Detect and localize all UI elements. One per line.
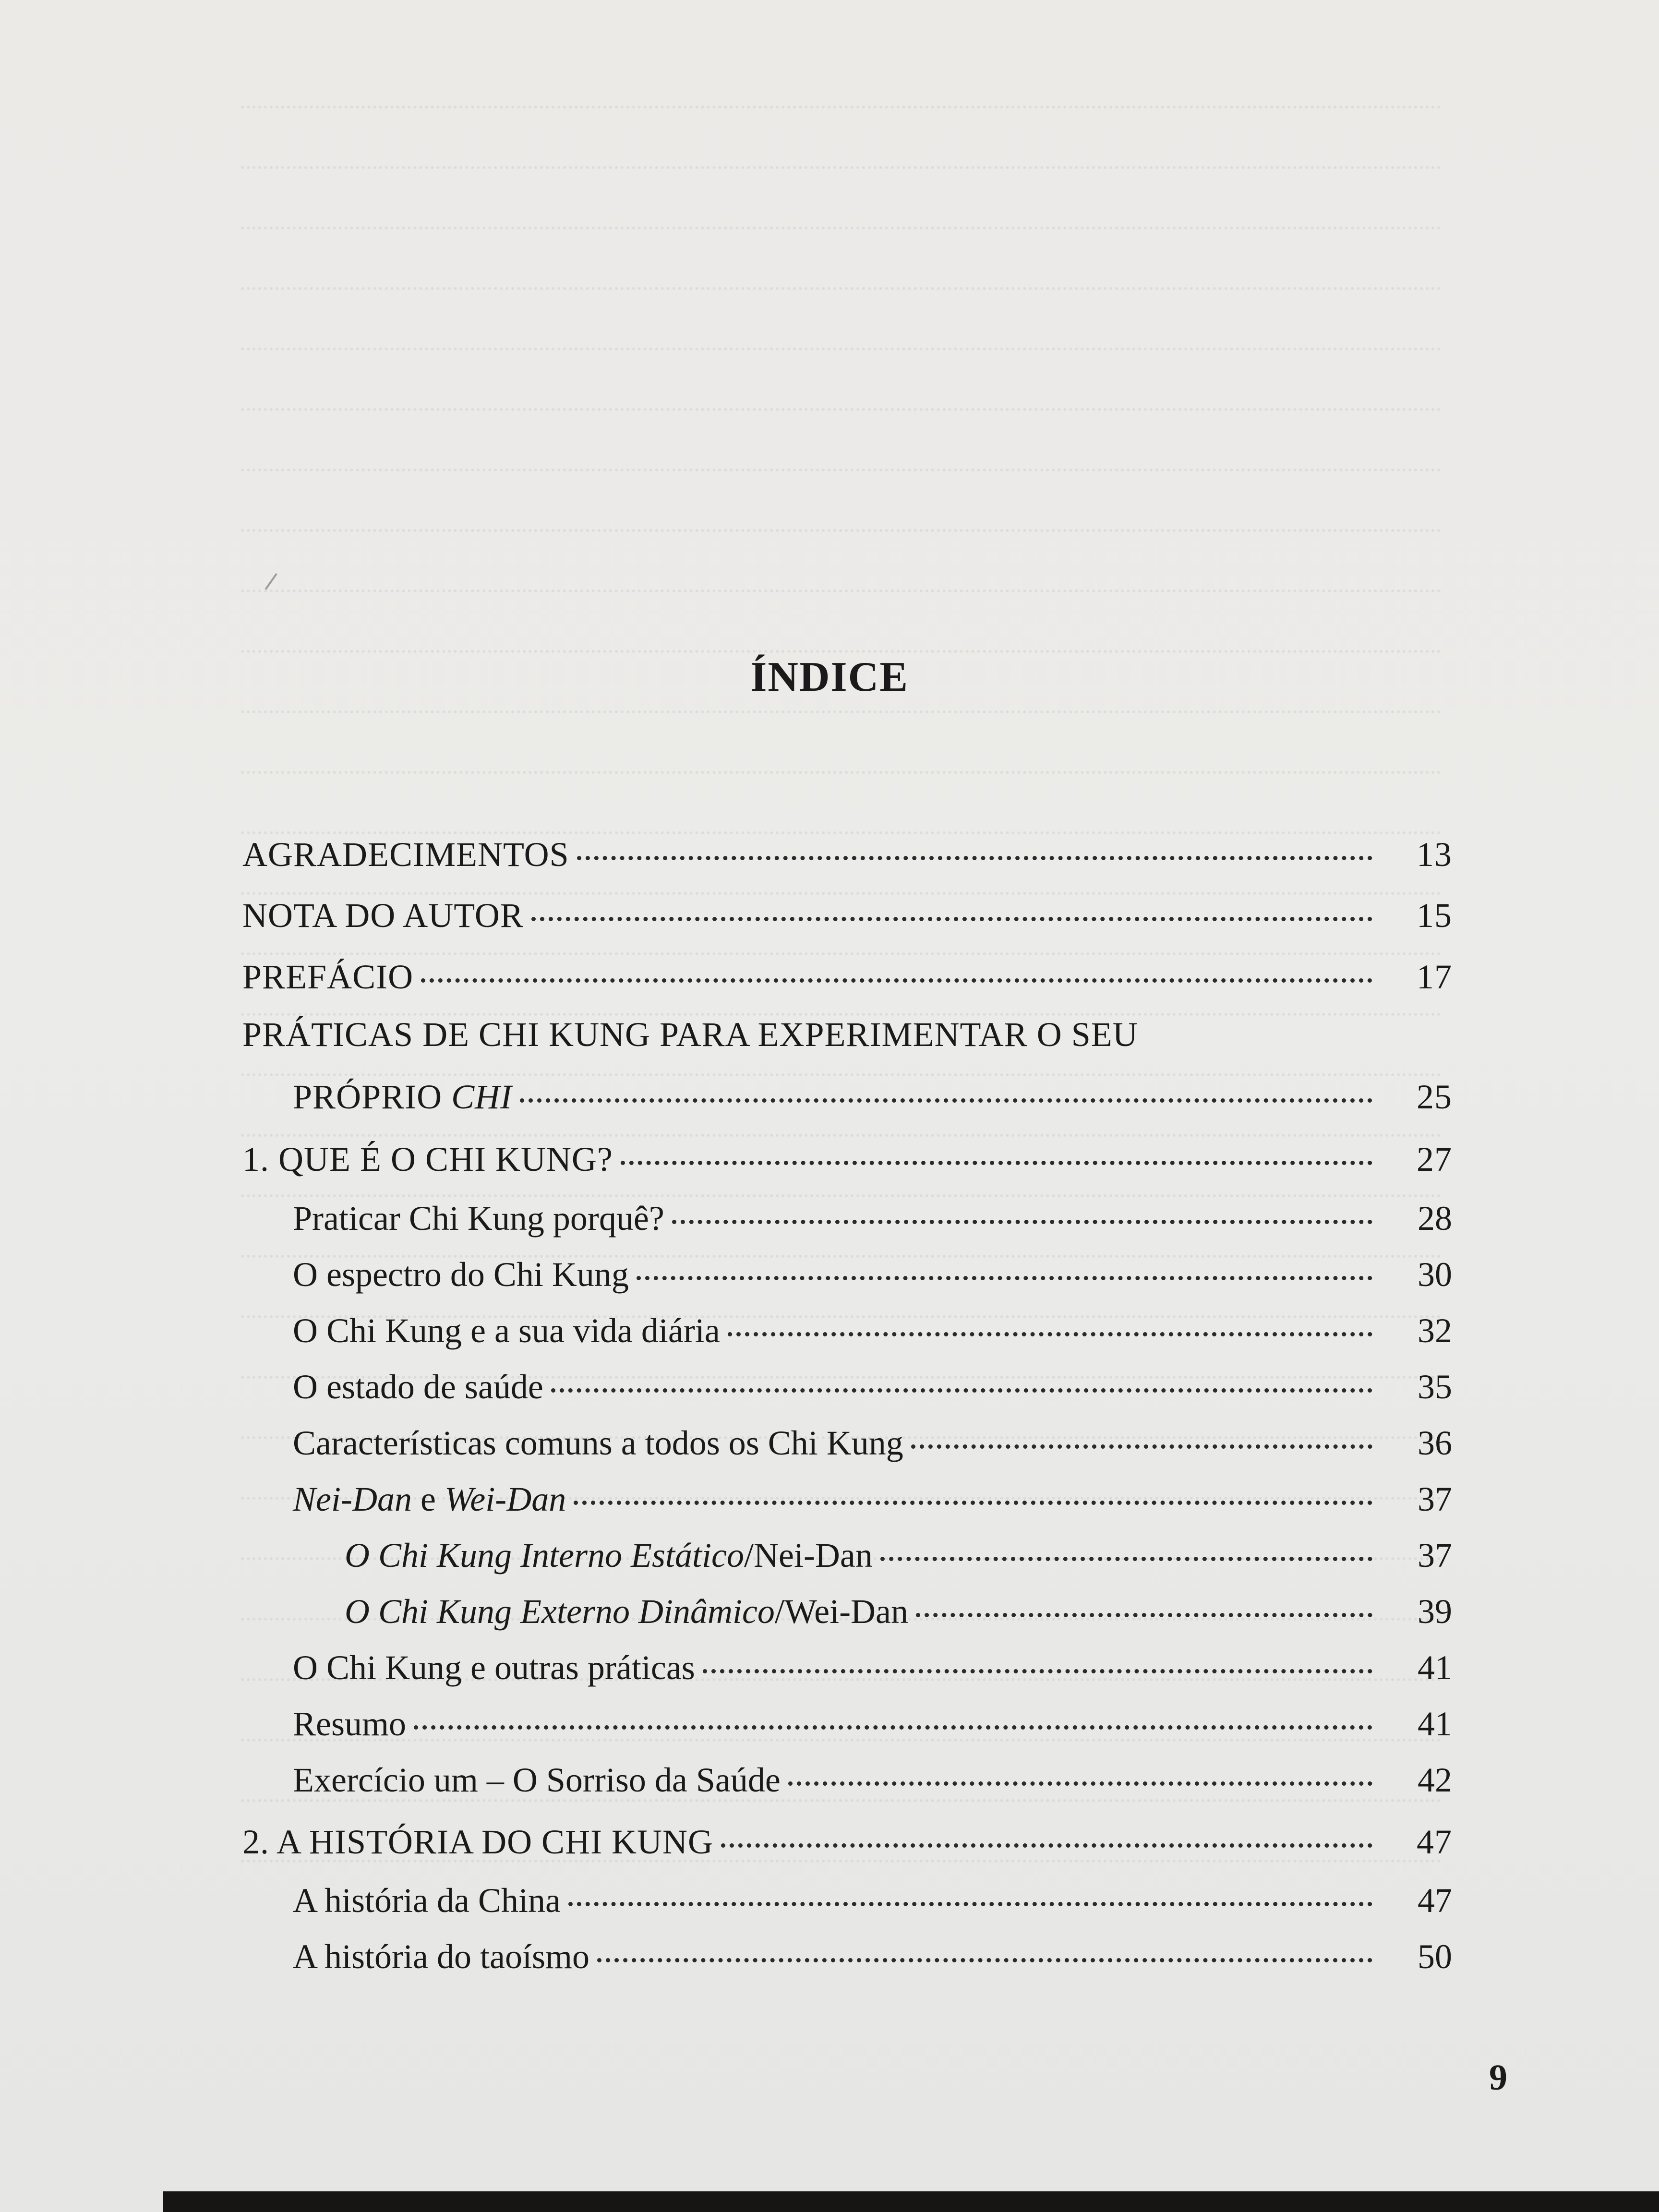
toc-entry-page: 28 bbox=[1418, 1199, 1452, 1238]
toc-entry[interactable] bbox=[293, 1702, 1452, 1745]
toc-entry-page: 50 bbox=[1418, 1937, 1452, 1976]
toc-entry-label: O Chi Kung e outras práticas bbox=[293, 1648, 695, 1687]
toc-entry-page: 39 bbox=[1418, 1592, 1452, 1631]
toc-entry[interactable] bbox=[293, 1879, 1452, 1922]
toc-entry-label: O espectro do Chi Kung bbox=[293, 1255, 629, 1294]
toc-entry[interactable] bbox=[293, 1935, 1452, 1978]
dot-leader bbox=[577, 856, 1372, 860]
dot-leader bbox=[880, 1557, 1372, 1561]
toc-entry[interactable] bbox=[293, 1758, 1452, 1802]
dot-leader bbox=[788, 1781, 1372, 1786]
toc-entry-label: O Chi Kung Interno Estático/Nei-Dan bbox=[345, 1536, 873, 1575]
toc-entry-label: Características comuns a todos os Chi Kung bbox=[293, 1424, 903, 1462]
toc-entry-label: A história da China bbox=[293, 1881, 561, 1920]
toc-entry[interactable] bbox=[242, 1138, 1452, 1181]
toc-entry-label: AGRADECIMENTOS bbox=[242, 835, 569, 874]
toc-entry[interactable] bbox=[293, 1309, 1452, 1352]
toc-entry-label: Nei-Dan e Wei-Dan bbox=[293, 1480, 566, 1518]
dot-leader bbox=[520, 1098, 1372, 1103]
dot-leader bbox=[621, 1161, 1372, 1165]
page-edge-shadow bbox=[163, 2191, 1659, 2212]
toc-entry-page: 42 bbox=[1418, 1761, 1452, 1799]
page-title: ÍNDICE bbox=[750, 654, 909, 700]
toc-entry-label: 2. A HISTÓRIA DO CHI KUNG bbox=[242, 1823, 714, 1861]
dot-leader bbox=[568, 1902, 1372, 1906]
dot-leader bbox=[421, 978, 1372, 983]
toc-entry-page: 15 bbox=[1417, 896, 1452, 935]
toc-entry-page: 47 bbox=[1417, 1823, 1452, 1861]
toc-entry[interactable] bbox=[242, 833, 1452, 876]
dot-leader bbox=[728, 1332, 1372, 1336]
dot-leader bbox=[574, 1501, 1372, 1505]
toc-entry[interactable] bbox=[242, 955, 1452, 998]
toc-entry-page: 32 bbox=[1418, 1311, 1452, 1350]
toc-entry-page: 30 bbox=[1418, 1255, 1452, 1294]
dot-leader bbox=[637, 1276, 1372, 1280]
dot-leader bbox=[672, 1220, 1372, 1224]
dot-leader bbox=[414, 1725, 1372, 1730]
page-number: 9 bbox=[1489, 2057, 1507, 2098]
dot-leader bbox=[721, 1843, 1372, 1848]
toc-entry-label: O Chi Kung Externo Dinâmico/Wei-Dan bbox=[345, 1592, 909, 1631]
dot-leader bbox=[703, 1669, 1372, 1673]
toc-entry-page: 25 bbox=[1417, 1078, 1452, 1116]
toc-entry-page: 37 bbox=[1418, 1536, 1452, 1575]
toc-entry-label: A história do taoísmo bbox=[293, 1937, 589, 1976]
toc-entry[interactable] bbox=[293, 1646, 1452, 1689]
toc-entry-label-line2: PRÓPRIO CHI bbox=[293, 1078, 513, 1116]
toc-entry-page: 35 bbox=[1418, 1368, 1452, 1406]
toc-entry-page: 41 bbox=[1418, 1705, 1452, 1743]
toc-entry[interactable] bbox=[293, 1421, 1452, 1465]
dot-leader bbox=[916, 1613, 1372, 1617]
toc-entry[interactable] bbox=[293, 1075, 1452, 1118]
toc-entry[interactable] bbox=[345, 1590, 1452, 1633]
toc-entry[interactable] bbox=[293, 1253, 1452, 1296]
dot-leader bbox=[597, 1958, 1372, 1962]
toc-entry-label: O estado de saúde bbox=[293, 1368, 543, 1406]
toc-entry[interactable] bbox=[345, 1534, 1452, 1577]
toc-entry-page: 47 bbox=[1418, 1881, 1452, 1920]
toc-entry-label: Praticar Chi Kung porquê? bbox=[293, 1199, 664, 1238]
toc-entry-page: 41 bbox=[1418, 1648, 1452, 1687]
toc-entry-label: O Chi Kung e a sua vida diária bbox=[293, 1311, 720, 1350]
toc-entry[interactable] bbox=[293, 1365, 1452, 1408]
toc-entry[interactable] bbox=[293, 1478, 1452, 1521]
toc-entry-page: 37 bbox=[1418, 1480, 1452, 1518]
toc-entry-page: 27 bbox=[1417, 1140, 1452, 1178]
toc-entry-label-line1: PRÁTICAS DE CHI KUNG PARA EXPERIMENTAR O SEU bbox=[242, 1015, 1138, 1054]
toc-entry-label: PREFÁCIO bbox=[242, 958, 414, 996]
toc-entry-label: Resumo bbox=[293, 1705, 407, 1743]
dot-leader bbox=[911, 1444, 1372, 1449]
toc-entry-page: 36 bbox=[1418, 1424, 1452, 1462]
toc-entry[interactable] bbox=[242, 894, 1452, 937]
toc-entry-page: 13 bbox=[1417, 835, 1452, 874]
dot-leader bbox=[531, 917, 1372, 921]
toc-entry[interactable] bbox=[242, 1820, 1452, 1863]
toc-entry-label: NOTA DO AUTOR bbox=[242, 896, 524, 935]
toc-entry-label: 1. QUE É O CHI KUNG? bbox=[242, 1140, 613, 1178]
toc-entry[interactable] bbox=[293, 1197, 1452, 1240]
toc-entry-label: Exercício um – O Sorriso da Saúde bbox=[293, 1761, 781, 1799]
toc-entry-page: 17 bbox=[1417, 958, 1452, 996]
dot-leader bbox=[551, 1388, 1372, 1393]
